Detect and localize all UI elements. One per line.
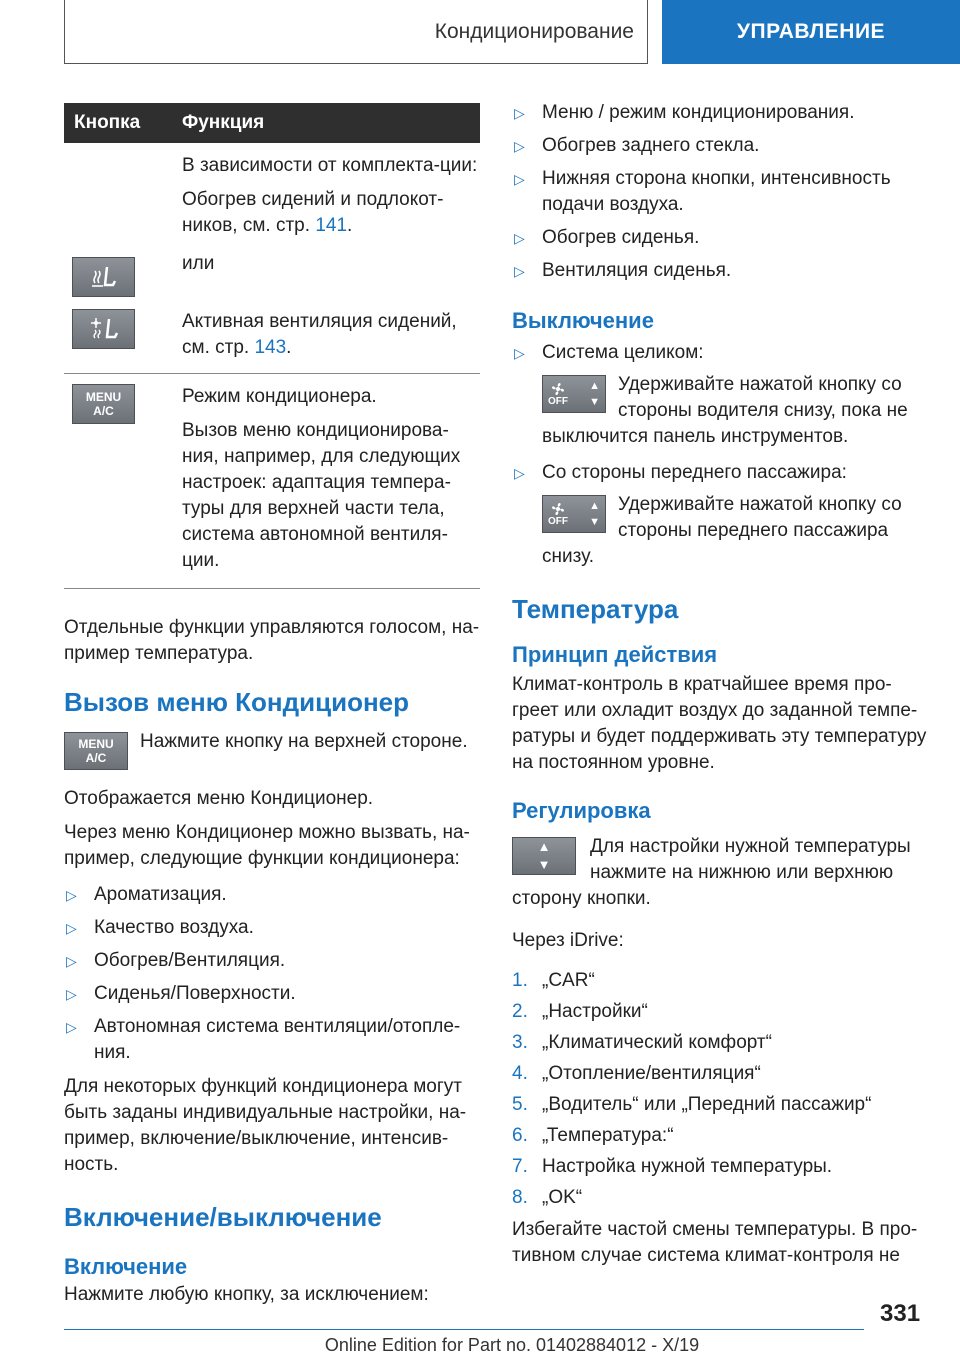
table-row	[64, 143, 480, 301]
page-link-143[interactable]: 143	[254, 337, 287, 358]
list-item: ▷ Нижняя сторона кнопки, интенсивность подачи воздуха.	[514, 168, 891, 215]
menu-ac-button-icon: MENU A/C	[64, 732, 128, 770]
fan-off-button-icon: OFF ▲ ▼	[542, 495, 606, 533]
table-row	[64, 374, 480, 589]
menu-ac-button-icon: MENU A/C	[72, 384, 135, 424]
list-item: ▷ Качество воздуха.	[66, 917, 254, 938]
seat-heating-icon	[72, 257, 135, 297]
heading-call-menu: Вызов меню Кондиционер	[64, 687, 410, 717]
list-item: 6. „Температура:“	[512, 1125, 674, 1146]
heading-switch-on: Включение	[64, 1254, 188, 1279]
text-off-passenger: Удерживайте нажатой кнопку со стороны переднего пассажира снизу.	[542, 494, 902, 567]
right-column	[512, 100, 932, 1269]
down-arrow-icon: ▼	[589, 516, 600, 528]
list-item: ▷ Обогрев/Вентиляция.	[66, 950, 286, 971]
down-arrow-icon: ▼	[537, 857, 551, 872]
text-press-top: Нажмите кнопку на верхней стороне.	[140, 731, 468, 752]
list-item: ▷ Обогрев сиденья.	[514, 227, 700, 248]
fan-icon	[550, 382, 566, 396]
list-item: 3. „Климатический комфорт“	[512, 1032, 772, 1053]
up-arrow-icon: ▲	[589, 500, 600, 512]
list-item: 7. Настройка нужной температуры.	[512, 1156, 833, 1177]
list-item: 2. „Настройки“	[512, 1001, 648, 1022]
table-header	[64, 103, 480, 143]
list-item: 1. „CAR“	[512, 970, 595, 991]
text-press-any: Нажмите любую кнопку, за исключением:	[64, 1284, 429, 1305]
text-or: или	[182, 253, 215, 274]
text-seat-heating: Обогрев сидений и подлокот-ников, см. стр. 141.	[182, 189, 444, 236]
list-item: ▷ Ароматизация.	[66, 884, 227, 905]
fan-off-button-icon: OFF ▲ ▼	[542, 375, 606, 413]
footer-divider	[64, 1329, 864, 1330]
off-list	[512, 460, 932, 486]
table-header-button: Кнопка	[74, 112, 141, 133]
page-link-141[interactable]: 141	[315, 215, 348, 236]
text-menu-functions: Через меню Кондиционер можно вызвать, на-пример, следующие функции кондиционера:	[64, 822, 470, 869]
text-menu-shown: Отображается меню Кондиционер.	[64, 788, 374, 809]
off-list	[512, 340, 932, 366]
list-item: ▷ Со стороны переднего пассажира:	[514, 462, 847, 483]
table-header-function: Функция	[182, 112, 265, 133]
fan-icon	[550, 502, 566, 516]
temperature-rocker-icon	[512, 837, 576, 875]
list-item: ▷ Меню / режим кондиционирования.	[514, 102, 855, 123]
seat-ventilation-icon	[72, 309, 135, 349]
text-adjust: Для настройки нужной температуры нажмите на нижнюю или верхнюю сторону кнопки.	[512, 836, 911, 909]
text-off-driver: Удерживайте нажатой кнопку со стороны водителя снизу, пока не выключится панель инструментов.	[542, 374, 908, 447]
heading-switch-off: Выключение	[512, 308, 654, 333]
idrive-steps	[512, 968, 932, 1211]
table-row	[64, 301, 480, 374]
list-item: 4. „Отопление/вентиляция“	[512, 1063, 761, 1084]
footer-edition: Online Edition for Part no. 01402884012 - X/19	[324, 1335, 700, 1355]
text-via-idrive: Через iDrive:	[512, 930, 624, 951]
text-avoid-changes: Избегайте частой смены температуры. В про-тивном случае система климат-контроля не	[512, 1219, 918, 1266]
heading-adjust: Регулировка	[512, 798, 651, 823]
list-item: 5. „Водитель“ или „Передний пассажир“	[512, 1094, 872, 1115]
text-voice-control: Отдельные функции управляются голосом, на-пример температура.	[64, 617, 480, 664]
heading-temperature: Температура	[512, 594, 679, 624]
up-arrow-icon: ▲	[589, 380, 600, 392]
list-item: ▷ Автономная система вентиляции/отопле-ния.	[66, 1016, 461, 1063]
exception-list	[512, 100, 932, 284]
list-item: 8. „OK“	[512, 1187, 583, 1208]
list-item: ▷ Сиденья/Поверхности.	[66, 983, 296, 1004]
header-title: Кондиционирование	[434, 20, 634, 43]
page-number: 331	[880, 1300, 921, 1327]
function-list	[64, 882, 480, 1066]
text-ac-mode: Режим кондиционера.	[182, 386, 377, 407]
text-seat-ventilation: Активная вентиляция сидений, см. стр. 143.	[182, 311, 457, 358]
list-item: ▷ Обогрев заднего стекла.	[514, 135, 760, 156]
text-availability: В зависимости от комплекта-ции:	[182, 155, 478, 176]
text-principle: Климат-контроль в кратчайшее время про-греет или охладит воздух до заданной темпе-ратуры и будет поддерживать эту температуру на постоянном уровне.	[512, 674, 927, 773]
up-arrow-icon: ▲	[537, 839, 551, 854]
heading-on-off: Включение/выключение	[64, 1202, 382, 1232]
down-arrow-icon: ▼	[589, 396, 600, 408]
text-individual-settings: Для некоторых функций кондиционера могут быть заданы индивидуальные настройки, на-пример, включение/выключение, интенсив-ность.	[64, 1076, 467, 1175]
header-section-tab[interactable]: УПРАВЛЕНИЕ	[662, 0, 960, 64]
list-item: ▷ Система целиком:	[514, 342, 704, 363]
text-ac-menu-call: Вызов меню кондиционирова-ния, например, для следующих настроек: адаптация темпера-туры для верхней части тела, система автономной вентиля-ции.	[182, 420, 461, 571]
heading-principle: Принцип действия	[512, 642, 718, 667]
list-item: ▷ Вентиляция сиденья.	[514, 260, 732, 281]
left-column	[64, 103, 480, 1308]
